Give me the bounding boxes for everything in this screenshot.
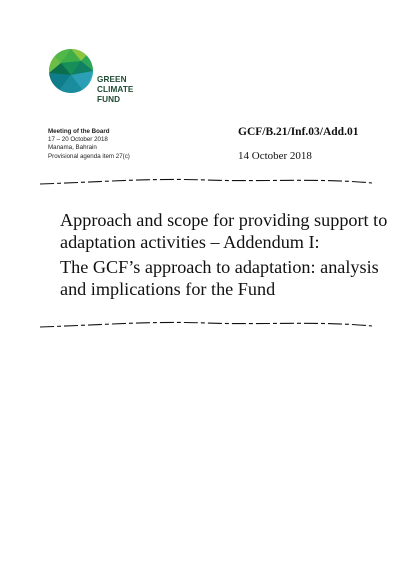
top-wave-divider: [40, 177, 372, 187]
logo-word-fund: FUND: [97, 95, 121, 104]
document-title: [60, 210, 390, 300]
logo-word-climate: CLIMATE: [97, 85, 134, 94]
document-info: [238, 125, 358, 163]
meeting-info: [48, 128, 130, 161]
agenda-item: Provisional agenda item 27(c): [48, 152, 130, 160]
title-main: Approach and scope for providing support to adaptation activities – Addendum I:: [60, 210, 388, 252]
document-date: 14 October 2018: [238, 150, 312, 162]
meeting-dates: 17 – 20 October 2018: [48, 136, 108, 144]
logo-word-green: GREEN: [97, 75, 127, 84]
green-climate-fund-globe-icon: [47, 47, 95, 95]
gcf-logo: [47, 47, 147, 109]
meeting-name: Meeting of the Board: [48, 128, 110, 135]
document-symbol: GCF/B.21/Inf.03/Add.01: [238, 126, 359, 138]
logo-wordmark: [97, 75, 133, 105]
title-subtitle: The GCF’s approach to adaptation: analysis and implications for the Fund: [60, 257, 379, 299]
bottom-wave-divider: [40, 320, 372, 330]
meeting-location: Manama, Bahrain: [48, 144, 97, 152]
